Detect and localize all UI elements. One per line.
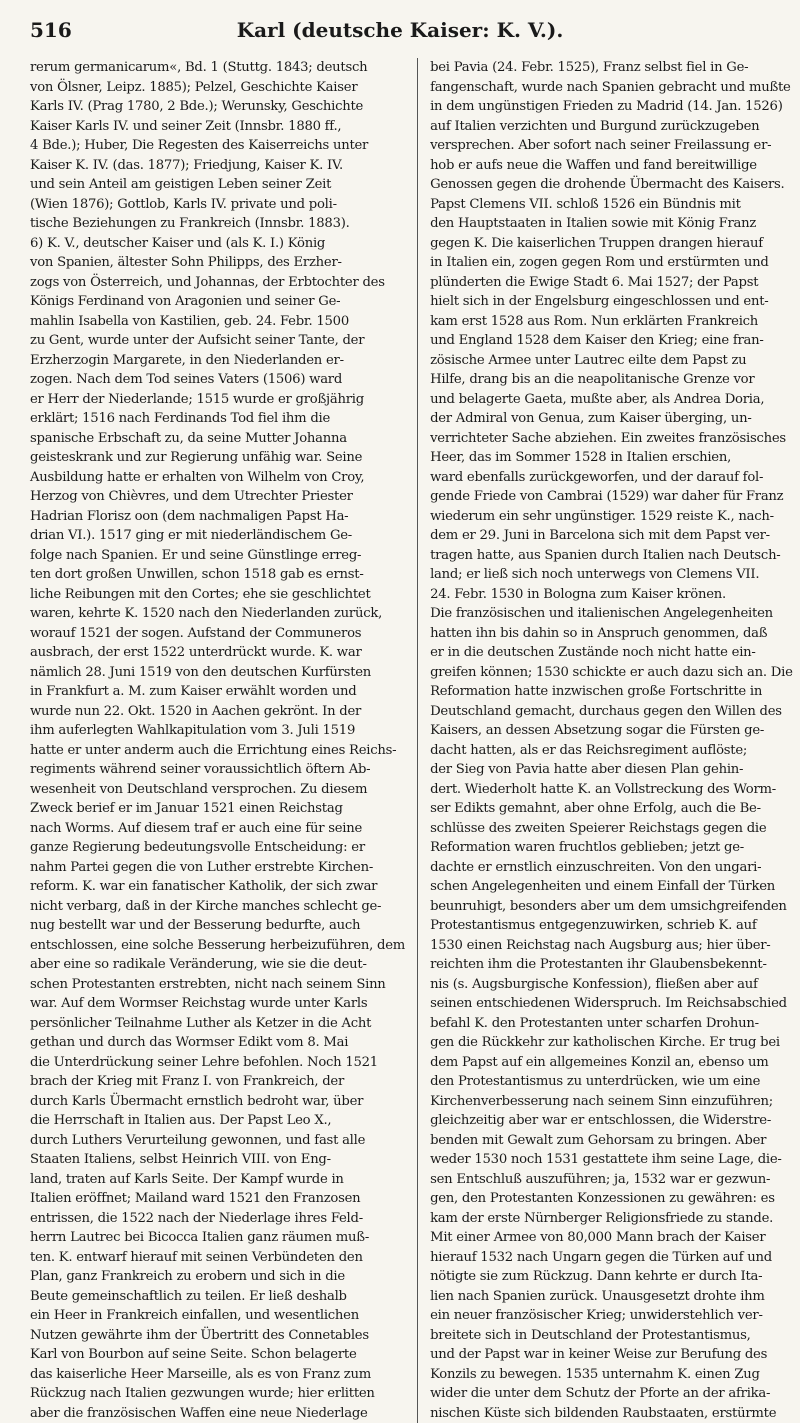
text-line: tragen hatte, aus Spanien durch Italien nach Deutsch-: [430, 546, 793, 566]
text-line: gen, den Protestanten Konzessionen zu gewähren: es: [430, 1189, 793, 1209]
text-line: wider die unter dem Schutz der Pforte an der afrika-: [430, 1384, 793, 1404]
text-line: lien nach Spanien zurück. Unausgesetzt drohte ihm: [430, 1287, 793, 1307]
text-line: nötigte sie zum Rückzug. Dann kehrte er durch Ita-: [430, 1267, 793, 1287]
text-line: hatte er unter anderm auch die Errichtung eines Reichs-: [30, 741, 405, 761]
text-line: brach der Krieg mit Franz I. von Frankreich, der: [30, 1072, 405, 1092]
text-line: plünderten die Ewige Stadt 6. Mai 1527; der Papst: [430, 273, 793, 293]
text-line: in Frankfurt a. M. zum Kaiser erwählt worden und: [30, 682, 405, 702]
left-column: [30, 58, 405, 1423]
text-line: Heer, das im Sommer 1528 in Italien erschien,: [430, 448, 793, 468]
text-line: greifen können; 1530 schickte er auch dazu sich an. Die: [430, 663, 793, 683]
text-line: Italien eröffnet; Mailand ward 1521 den Franzosen: [30, 1189, 405, 1209]
text-line: wurde nun 22. Okt. 1520 in Aachen gekrönt. In der: [30, 702, 405, 722]
text-line: Deutschland gemacht, durchaus gegen den Willen des: [430, 702, 793, 722]
text-line: gleichzeitig aber war er entschlossen, die Widerstre-: [430, 1111, 793, 1131]
text-line: Karls IV. (Prag 1780, 2 Bde.); Werunsky, Geschichte: [30, 97, 405, 117]
text-line: dem Papst auf ein allgemeines Konzil an, ebenso um: [430, 1053, 793, 1073]
text-line: hatten ihn bis dahin so in Anspruch genommen, daß: [430, 624, 793, 644]
text-line: worauf 1521 der sogen. Aufstand der Communeros: [30, 624, 405, 644]
text-line: wiederum ein sehr ungünstiger. 1529 reiste K., nach-: [430, 507, 793, 527]
text-line: ser Edikts gemahnt, aber ohne Erfolg, auch die Be-: [430, 799, 793, 819]
text-line: durch Karls Übermacht ernstlich bedroht war, über: [30, 1092, 405, 1112]
text-line: breitete sich in Deutschland der Protestantismus,: [430, 1326, 793, 1346]
text-line: aber eine so radikale Veränderung, wie sie die deut-: [30, 955, 405, 975]
text-line: dachte er ernstlich einzuschreiten. Von den ungari-: [430, 858, 793, 878]
text-line: erklärt; 1516 nach Ferdinands Tod fiel ihm die: [30, 409, 405, 429]
text-line: nug bestellt war und der Besserung bedurfte, auch: [30, 916, 405, 936]
text-line: Kirchenverbesserung nach seinem Sinn einzuführen;: [430, 1092, 793, 1112]
text-line: Kaiser Karls IV. und seiner Zeit (Innsbr. 1880 ff.,: [30, 117, 405, 137]
text-line: in Italien ein, zogen gegen Rom und erstürmten und: [430, 253, 793, 273]
text-line: hierauf 1532 nach Ungarn gegen die Türken auf und: [430, 1248, 793, 1268]
text-line: schlüsse des zweiten Speierer Reichstags gegen die: [430, 819, 793, 839]
text-line: persönlicher Teilnahme Luther als Ketzer in die Acht: [30, 1014, 405, 1034]
text-line: von Spanien, ältester Sohn Philipps, des Erzher-: [30, 253, 405, 273]
text-line: das kaiserliche Heer Marseille, als es von Franz zum: [30, 1365, 405, 1385]
text-line: kam erst 1528 aus Rom. Nun erklärten Frankreich: [430, 312, 793, 332]
text-line: waren, kehrte K. 1520 nach den Niederlanden zurück,: [30, 604, 405, 624]
text-line: den Protestantismus zu unterdrücken, wie um eine: [430, 1072, 793, 1092]
text-line: nis (s. Augsburgische Konfession), fließen aber auf: [430, 975, 793, 995]
page-header: [30, 10, 770, 50]
text-line: Staaten Italiens, selbst Heinrich VIII. von Eng-: [30, 1150, 405, 1170]
text-line: zogs von Österreich, und Johannas, der Erbtochter des: [30, 273, 405, 293]
text-line: nach Worms. Auf diesem traf er auch eine für seine: [30, 819, 405, 839]
text-line: schen Angelegenheiten und einem Einfall der Türken: [430, 877, 793, 897]
text-line: und sein Anteil am geistigen Leben seiner Zeit: [30, 175, 405, 195]
text-line: Rückzug nach Italien gezwungen wurde; hier erlitten: [30, 1384, 405, 1404]
text-line: den Hauptstaaten in Italien sowie mit König Franz: [430, 214, 793, 234]
text-line: zogen. Nach dem Tod seines Vaters (1506) ward: [30, 370, 405, 390]
text-columns: [30, 58, 778, 1263]
text-line: Plan, ganz Frankreich zu erobern und sich in die: [30, 1267, 405, 1287]
text-line: durch Luthers Verurteilung gewonnen, und fast alle: [30, 1131, 405, 1151]
text-line: hielt sich in der Engelsburg eingeschlossen und ent-: [430, 292, 793, 312]
text-line: mahlin Isabella von Kastilien, geb. 24. Febr. 1500: [30, 312, 405, 332]
text-line: bei Pavia (24. Febr. 1525), Franz selbst fiel in Ge-: [430, 58, 793, 78]
right-column: [430, 58, 793, 1423]
text-line: die Unterdrückung seiner Lehre befohlen. Noch 1521: [30, 1053, 405, 1073]
text-line: dert. Wiederholt hatte K. an Vollstreckung des Worm-: [430, 780, 793, 800]
text-line: Königs Ferdinand von Aragonien und seiner Ge-: [30, 292, 405, 312]
text-line: dacht hatten, als er das Reichsregiment auflöste;: [430, 741, 793, 761]
text-line: Kaiser K. IV. (das. 1877); Friedjung, Kaiser K. IV.: [30, 156, 405, 176]
running-head: Karl (deutsche Kaiser: K. V.).: [150, 18, 650, 42]
text-line: Kaisers, an dessen Absetzung sogar die Fürsten ge-: [430, 721, 793, 741]
text-line: Nutzen gewährte ihm der Übertritt des Connetables: [30, 1326, 405, 1346]
text-line: Karl von Bourbon auf seine Seite. Schon belagerte: [30, 1345, 405, 1365]
text-line: Reformation waren fruchtlos geblieben; jetzt ge-: [430, 838, 793, 858]
text-line: ein Heer in Frankreich einfallen, und wesentlichen: [30, 1306, 405, 1326]
text-line: reichten ihm die Protestanten ihr Glaubensbekennt-: [430, 955, 793, 975]
text-line: ward ebenfalls zurückgeworfen, und der darauf fol-: [430, 468, 793, 488]
text-line: land; er ließ sich noch unterwegs von Clemens VII.: [430, 565, 793, 585]
text-line: seinen entschiedenen Widerspruch. Im Reichsabschied: [430, 994, 793, 1014]
text-line: beunruhigt, besonders aber um dem umsichgreifenden: [430, 897, 793, 917]
text-line: der Sieg von Pavia hatte aber diesen Plan gehin-: [430, 760, 793, 780]
text-line: hob er aufs neue die Waffen und fand bereitwillige: [430, 156, 793, 176]
text-line: geisteskrank und zur Regierung unfähig war. Seine: [30, 448, 405, 468]
text-line: ausbrach, der erst 1522 unterdrückt wurde. K. war: [30, 643, 405, 663]
text-line: ein neuer französischer Krieg; unwiderstehlich ver-: [430, 1306, 793, 1326]
text-line: nischen Küste sich bildenden Raubstaaten, erstürmte: [430, 1404, 793, 1423]
text-line: Die französischen und italienischen Angelegenheiten: [430, 604, 793, 624]
text-line: dem er 29. Juni in Barcelona sich mit dem Papst ver-: [430, 526, 793, 546]
text-line: Beute gemeinschaftlich zu teilen. Er ließ deshalb: [30, 1287, 405, 1307]
text-line: 1530 einen Reichstag nach Augsburg aus; hier über-: [430, 936, 793, 956]
text-line: Hilfe, drang bis an die neapolitanische Grenze vor: [430, 370, 793, 390]
text-line: aber die französischen Waffen eine neue Niederlage: [30, 1404, 405, 1423]
text-line: benden mit Gewalt zum Gehorsam zu bringen. Aber: [430, 1131, 793, 1151]
text-line: Ausbildung hatte er erhalten von Wilhelm von Croy,: [30, 468, 405, 488]
text-line: entrissen, die 1522 nach der Niederlage ihres Feld-: [30, 1209, 405, 1229]
text-line: und belagerte Gaeta, mußte aber, als Andrea Doria,: [430, 390, 793, 410]
text-line: Herzog von Chièvres, und dem Utrechter Priester: [30, 487, 405, 507]
text-line: gen die Rückkehr zur katholischen Kirche. Er trug bei: [430, 1033, 793, 1053]
text-line: die Herrschaft in Italien aus. Der Papst Leo X.,: [30, 1111, 405, 1131]
text-line: sen Entschluß auszuführen; ja, 1532 war er gezwun-: [430, 1170, 793, 1190]
text-line: Reformation hatte inzwischen große Fortschritte in: [430, 682, 793, 702]
text-line: tische Beziehungen zu Frankreich (Innsbr. 1883).: [30, 214, 405, 234]
text-line: nicht verbarg, daß in der Kirche manches schlecht ge-: [30, 897, 405, 917]
text-line: er in die deutschen Zustände noch nicht hatte ein-: [430, 643, 793, 663]
text-line: versprechen. Aber sofort nach seiner Freilassung er-: [430, 136, 793, 156]
text-line: befahl K. den Protestanten unter scharfen Drohun-: [430, 1014, 793, 1034]
text-line: 4 Bde.); Huber, Die Regesten des Kaiserreichs unter: [30, 136, 405, 156]
text-line: regiments während seiner voraussichtlich öftern Ab-: [30, 760, 405, 780]
text-line: der Admiral von Genua, zum Kaiser überging, un-: [430, 409, 793, 429]
text-line: Erzherzogin Margarete, in den Niederlanden er-: [30, 351, 405, 371]
text-line: Zweck berief er im Januar 1521 einen Reichstag: [30, 799, 405, 819]
text-line: schen Protestanten erstrebten, nicht nach seinem Sinn: [30, 975, 405, 995]
text-line: spanische Erbschaft zu, da seine Mutter Johanna: [30, 429, 405, 449]
text-line: folge nach Spanien. Er und seine Günstlinge erreg-: [30, 546, 405, 566]
text-line: und der Papst war in keiner Weise zur Berufung des: [430, 1345, 793, 1365]
text-line: 24. Febr. 1530 in Bologna zum Kaiser krönen.: [430, 585, 793, 605]
text-line: reform. K. war ein fanatischer Katholik, der sich zwar: [30, 877, 405, 897]
text-line: (Wien 1876); Gottlob, Karls IV. private und poli-: [30, 195, 405, 215]
text-line: er Herr der Niederlande; 1515 wurde er großjährig: [30, 390, 405, 410]
text-line: kam der erste Nürnberger Religionsfriede zu stande.: [430, 1209, 793, 1229]
text-line: von Ölsner, Leipz. 1885); Pelzel, Geschichte Kaiser: [30, 78, 405, 98]
text-line: Genossen gegen die drohende Übermacht des Kaisers.: [430, 175, 793, 195]
text-line: auf Italien verzichten und Burgund zurückzugeben: [430, 117, 793, 137]
text-line: gethan und durch das Wormser Edikt vom 8. Mai: [30, 1033, 405, 1053]
text-line: zösische Armee unter Lautrec eilte dem Papst zu: [430, 351, 793, 371]
text-line: ganze Regierung bedeutungsvolle Entscheidung: er: [30, 838, 405, 858]
text-line: Protestantismus entgegenzuwirken, schrieb K. auf: [430, 916, 793, 936]
text-line: gegen K. Die kaiserlichen Truppen drangen hierauf: [430, 234, 793, 254]
text-line: ten. K. entwarf hierauf mit seinen Verbündeten den: [30, 1248, 405, 1268]
text-line: liche Reibungen mit den Cortes; ehe sie geschlichtet: [30, 585, 405, 605]
text-line: entschlossen, eine solche Besserung herbeizuführen, dem: [30, 936, 405, 956]
text-line: ten dort großen Unwillen, schon 1518 gab es ernst-: [30, 565, 405, 585]
text-line: und England 1528 dem Kaiser den Krieg; eine fran-: [430, 331, 793, 351]
text-line: war. Auf dem Wormser Reichstag wurde unter Karls: [30, 994, 405, 1014]
text-line: gende Friede von Cambrai (1529) war daher für Franz: [430, 487, 793, 507]
text-line: rerum germanicarum«, Bd. 1 (Stuttg. 1843; deutsch: [30, 58, 405, 78]
text-line: verrichteter Sache abziehen. Ein zweites französisches: [430, 429, 793, 449]
page-number: 516: [30, 18, 150, 42]
text-line: Hadrian Florisz oon (dem nachmaligen Papst Ha-: [30, 507, 405, 527]
text-line: land, traten auf Karls Seite. Der Kampf wurde in: [30, 1170, 405, 1190]
text-line: 6) K. V., deutscher Kaiser und (als K. I.) König: [30, 234, 405, 254]
column-divider: [417, 58, 418, 1423]
text-line: ihm auferlegten Wahlkapitulation vom 3. Juli 1519: [30, 721, 405, 741]
text-line: Konzils zu bewegen. 1535 unternahm K. einen Zug: [430, 1365, 793, 1385]
text-line: weder 1530 noch 1531 gestattete ihm seine Lage, die-: [430, 1150, 793, 1170]
text-line: Mit einer Armee von 80,000 Mann brach der Kaiser: [430, 1228, 793, 1248]
text-line: herrn Lautrec bei Bicocca Italien ganz räumen muß-: [30, 1228, 405, 1248]
text-line: fangenschaft, wurde nach Spanien gebracht und mußte: [430, 78, 793, 98]
text-line: in dem ungünstigen Frieden zu Madrid (14. Jan. 1526): [430, 97, 793, 117]
text-line: nämlich 28. Juni 1519 von den deutschen Kurfürsten: [30, 663, 405, 683]
text-line: nahm Partei gegen die von Luther erstrebte Kirchen-: [30, 858, 405, 878]
text-line: wesenheit von Deutschland versprochen. Zu diesem: [30, 780, 405, 800]
text-line: zu Gent, wurde unter der Aufsicht seiner Tante, der: [30, 331, 405, 351]
text-line: drian VI.). 1517 ging er mit niederländischem Ge-: [30, 526, 405, 546]
text-line: Papst Clemens VII. schloß 1526 ein Bündnis mit: [430, 195, 793, 215]
